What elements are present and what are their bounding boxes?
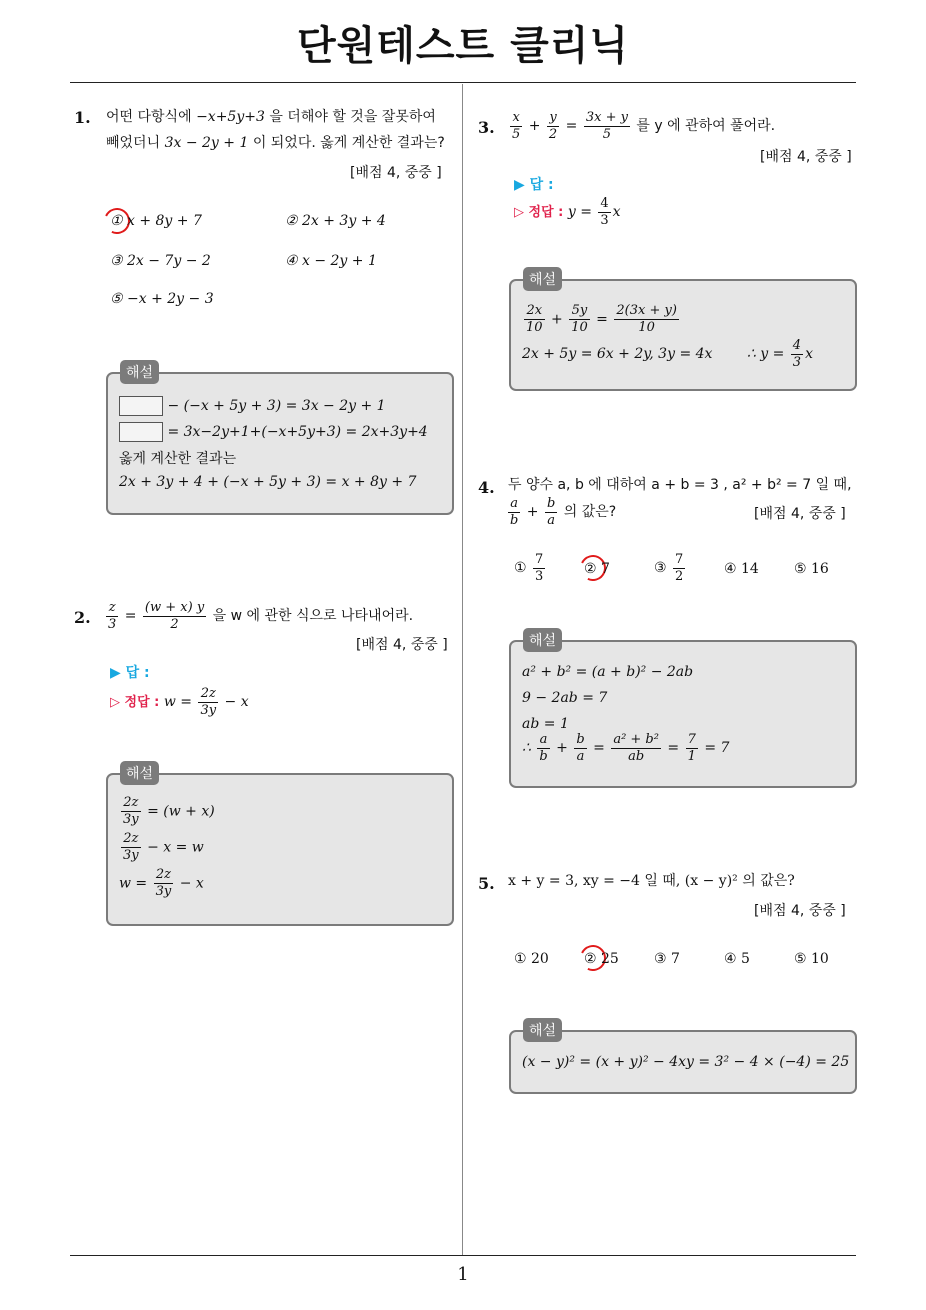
option-4[interactable]: ④ 14 bbox=[724, 561, 759, 577]
page-number: 1 bbox=[457, 1264, 469, 1285]
question-text: 빼었더니 bbox=[106, 135, 161, 151]
solution-line: 2x + 3y + 4 + (−x + 5y + 3) = x + 8y + 7 bbox=[119, 474, 417, 490]
score-label: [배점 4, 중중 ] bbox=[350, 165, 442, 181]
question-text: 어떤 다항식에 bbox=[106, 109, 192, 125]
option-3[interactable]: ③ 7 bbox=[654, 951, 680, 967]
correct-answer: y = bbox=[567, 204, 592, 220]
solution-line: 9 − 2ab = 7 bbox=[522, 690, 608, 706]
question-text: x + y = 3, xy = −4 일 때, (x − y)² 의 값은? bbox=[508, 873, 795, 889]
correct-answer-label: ▷ 정답 : bbox=[110, 695, 160, 710]
bottom-rule bbox=[70, 1255, 856, 1256]
correct-answer: w = bbox=[163, 694, 192, 710]
fraction: $\frac{2z}{3y}$ bbox=[123, 795, 139, 827]
solution-box: 해설 $\frac{2x}{10}$ + $\frac{5y}{10}$ = $\frac{2(3x + y)}{10}$ 2x + 5y = 6x + 2y, 3y = 4x ∴ y = $\frac{4}{3}$ x bbox=[509, 279, 857, 391]
fraction: $\frac{y}{2}$ bbox=[548, 109, 558, 142]
option-5[interactable]: ⑤ 10 bbox=[794, 951, 829, 967]
question-number: 5. bbox=[478, 874, 495, 893]
option-2[interactable]: ② 2x + 3y + 4 bbox=[285, 213, 386, 229]
fraction: $\frac{a}{b}$ bbox=[510, 495, 519, 528]
solution-line: ∴ $\frac{a}{b}$ + $\frac{b}{a}$ = $\frac{\text{a² + b²}}{ab}$ = $\frac{7}{1}$ = 7 bbox=[522, 731, 730, 764]
correct-answer: x bbox=[612, 204, 621, 220]
fraction: $\frac{2z}{3y}$ bbox=[200, 685, 217, 718]
equals-sign: = bbox=[565, 118, 578, 134]
fraction: $\frac{5y}{10}$ bbox=[571, 303, 588, 335]
question-number: 1. bbox=[74, 108, 91, 127]
question-text: 을 더해야 할 것을 잘못하여 bbox=[269, 109, 436, 125]
fraction: $\frac{3x + y}{5}$ bbox=[585, 109, 628, 142]
answer-blank bbox=[119, 396, 163, 416]
option-1[interactable]: ① x + 8y + 7 bbox=[110, 213, 202, 229]
solution-line: − x = w bbox=[147, 839, 204, 856]
solution-tag: 해설 bbox=[120, 360, 159, 384]
option-2[interactable]: ② 25 bbox=[584, 951, 619, 967]
answer-label: ▶ 답 : bbox=[110, 665, 150, 681]
question-number: 2. bbox=[74, 608, 91, 627]
solution-line: ∴ y = bbox=[746, 346, 785, 362]
fraction: $\frac{4}{3}$ bbox=[792, 337, 802, 370]
solution-tag: 해설 bbox=[523, 267, 562, 291]
fraction: $\frac{z}{3}$ bbox=[108, 599, 117, 632]
fraction: $\frac{4}{3}$ bbox=[600, 195, 609, 228]
option-5[interactable]: ⑤ 16 bbox=[794, 561, 829, 577]
question-number: 4. bbox=[478, 478, 495, 497]
option-1[interactable]: ① 20 bbox=[514, 951, 549, 967]
solution-box bbox=[106, 365, 454, 515]
question-number: 3. bbox=[478, 118, 495, 137]
page-title: 단원테스트 클리닉 bbox=[296, 23, 630, 69]
top-rule bbox=[70, 82, 856, 83]
question-text: 를 y 에 관하여 풀어라. bbox=[636, 118, 776, 134]
plus-sign: + bbox=[526, 504, 539, 520]
solution-box bbox=[106, 766, 454, 926]
correct-answer: − x bbox=[224, 694, 249, 710]
question-text: 의 값은? bbox=[563, 504, 617, 520]
option-4[interactable]: ④ x − 2y + 1 bbox=[285, 253, 377, 269]
plus-sign: + bbox=[528, 118, 541, 134]
solution-line: a² + b² = (a + b)² − 2ab bbox=[522, 664, 694, 680]
fraction: $\frac{2(3x + y)}{10}$ bbox=[616, 303, 677, 335]
solution-box bbox=[509, 633, 857, 788]
score-label: [배점 4, 중중 ] bbox=[356, 637, 448, 653]
option-5[interactable]: ⑤ −x + 2y − 3 bbox=[110, 291, 214, 307]
solution-line: x bbox=[805, 346, 813, 362]
fraction: $\frac{7}{1}$ bbox=[687, 731, 696, 764]
fraction: $\frac{2z}{3y}$ bbox=[155, 867, 172, 899]
solution-line: w = bbox=[119, 875, 148, 892]
solution-box bbox=[509, 1023, 857, 1094]
expression: 3x − 2y + 1 bbox=[164, 135, 249, 151]
expression: −x+5y+3 bbox=[196, 109, 265, 125]
option-2[interactable]: ② 7 bbox=[584, 561, 610, 577]
answer-label: ▶ 답 : bbox=[514, 177, 554, 193]
fraction: $\frac{b}{a}$ bbox=[576, 731, 585, 764]
fraction: $\frac{a}{b}$ bbox=[539, 731, 548, 764]
solution-line: − x bbox=[179, 875, 204, 892]
fraction: $\frac{2z}{3y}$ bbox=[123, 831, 139, 863]
correct-answer-label: ▷ 정답 : bbox=[514, 205, 564, 220]
solution-line: 옳게 계산한 결과는 bbox=[119, 451, 237, 467]
question-text: 이 되었다. 옳게 계산한 결과는? bbox=[252, 135, 445, 151]
question-text: 을 w 에 관한 식으로 나타내어라. bbox=[212, 608, 414, 624]
column-divider bbox=[462, 84, 463, 1256]
solution-line: = 3x−2y+1+(−x+5y+3) = 2x+3y+4 bbox=[167, 424, 428, 440]
option-3[interactable]: ③ 2x − 7y − 2 bbox=[110, 253, 211, 269]
fraction: $\frac{7}{2}$ bbox=[675, 551, 684, 584]
fraction: $\frac{x}{5}$ bbox=[512, 109, 521, 142]
solution-line: (x − y)² = (x + y)² − 4xy = 3² − 4 × (−4) = 25 bbox=[522, 1054, 850, 1070]
fraction: $\frac{2x}{10}$ bbox=[526, 303, 543, 335]
answer-blank bbox=[119, 422, 163, 442]
solution-tag: 해설 bbox=[523, 1018, 562, 1042]
option-4[interactable]: ④ 5 bbox=[724, 951, 750, 967]
solution-line: 2x + 5y = 6x + 2y, 3y = 4x bbox=[522, 346, 713, 362]
option-3[interactable]: ③ $\frac{7}{2}$ bbox=[654, 551, 684, 584]
solution-line: = (w + x) bbox=[147, 803, 215, 820]
fraction: $\frac{(w + x) y}{2}$ bbox=[144, 599, 205, 632]
solution-line: ab = 1 bbox=[522, 716, 569, 732]
fraction: $\frac{7}{3}$ bbox=[535, 551, 544, 584]
solution-line: − (−x + 5y + 3) = 3x − 2y + 1 bbox=[167, 398, 386, 414]
equals-sign: = bbox=[124, 608, 137, 624]
fraction: $\frac{\text{a² + b²}}{ab}$ bbox=[613, 731, 659, 764]
score-label: [배점 4, 중중 ] bbox=[760, 149, 852, 165]
solution-tag: 해설 bbox=[120, 761, 159, 785]
score-label: [배점 4, 중중 ] bbox=[754, 903, 846, 919]
question-text: 두 양수 a, b 에 대하여 a + b = 3 , a² + b² = 7 일 때, bbox=[508, 477, 852, 493]
fraction: $\frac{b}{a}$ bbox=[546, 495, 556, 528]
solution-tag: 해설 bbox=[523, 628, 562, 652]
score-label: [배점 4, 중중 ] bbox=[754, 506, 846, 522]
option-1[interactable]: ① $\frac{7}{3}$ bbox=[514, 551, 544, 584]
